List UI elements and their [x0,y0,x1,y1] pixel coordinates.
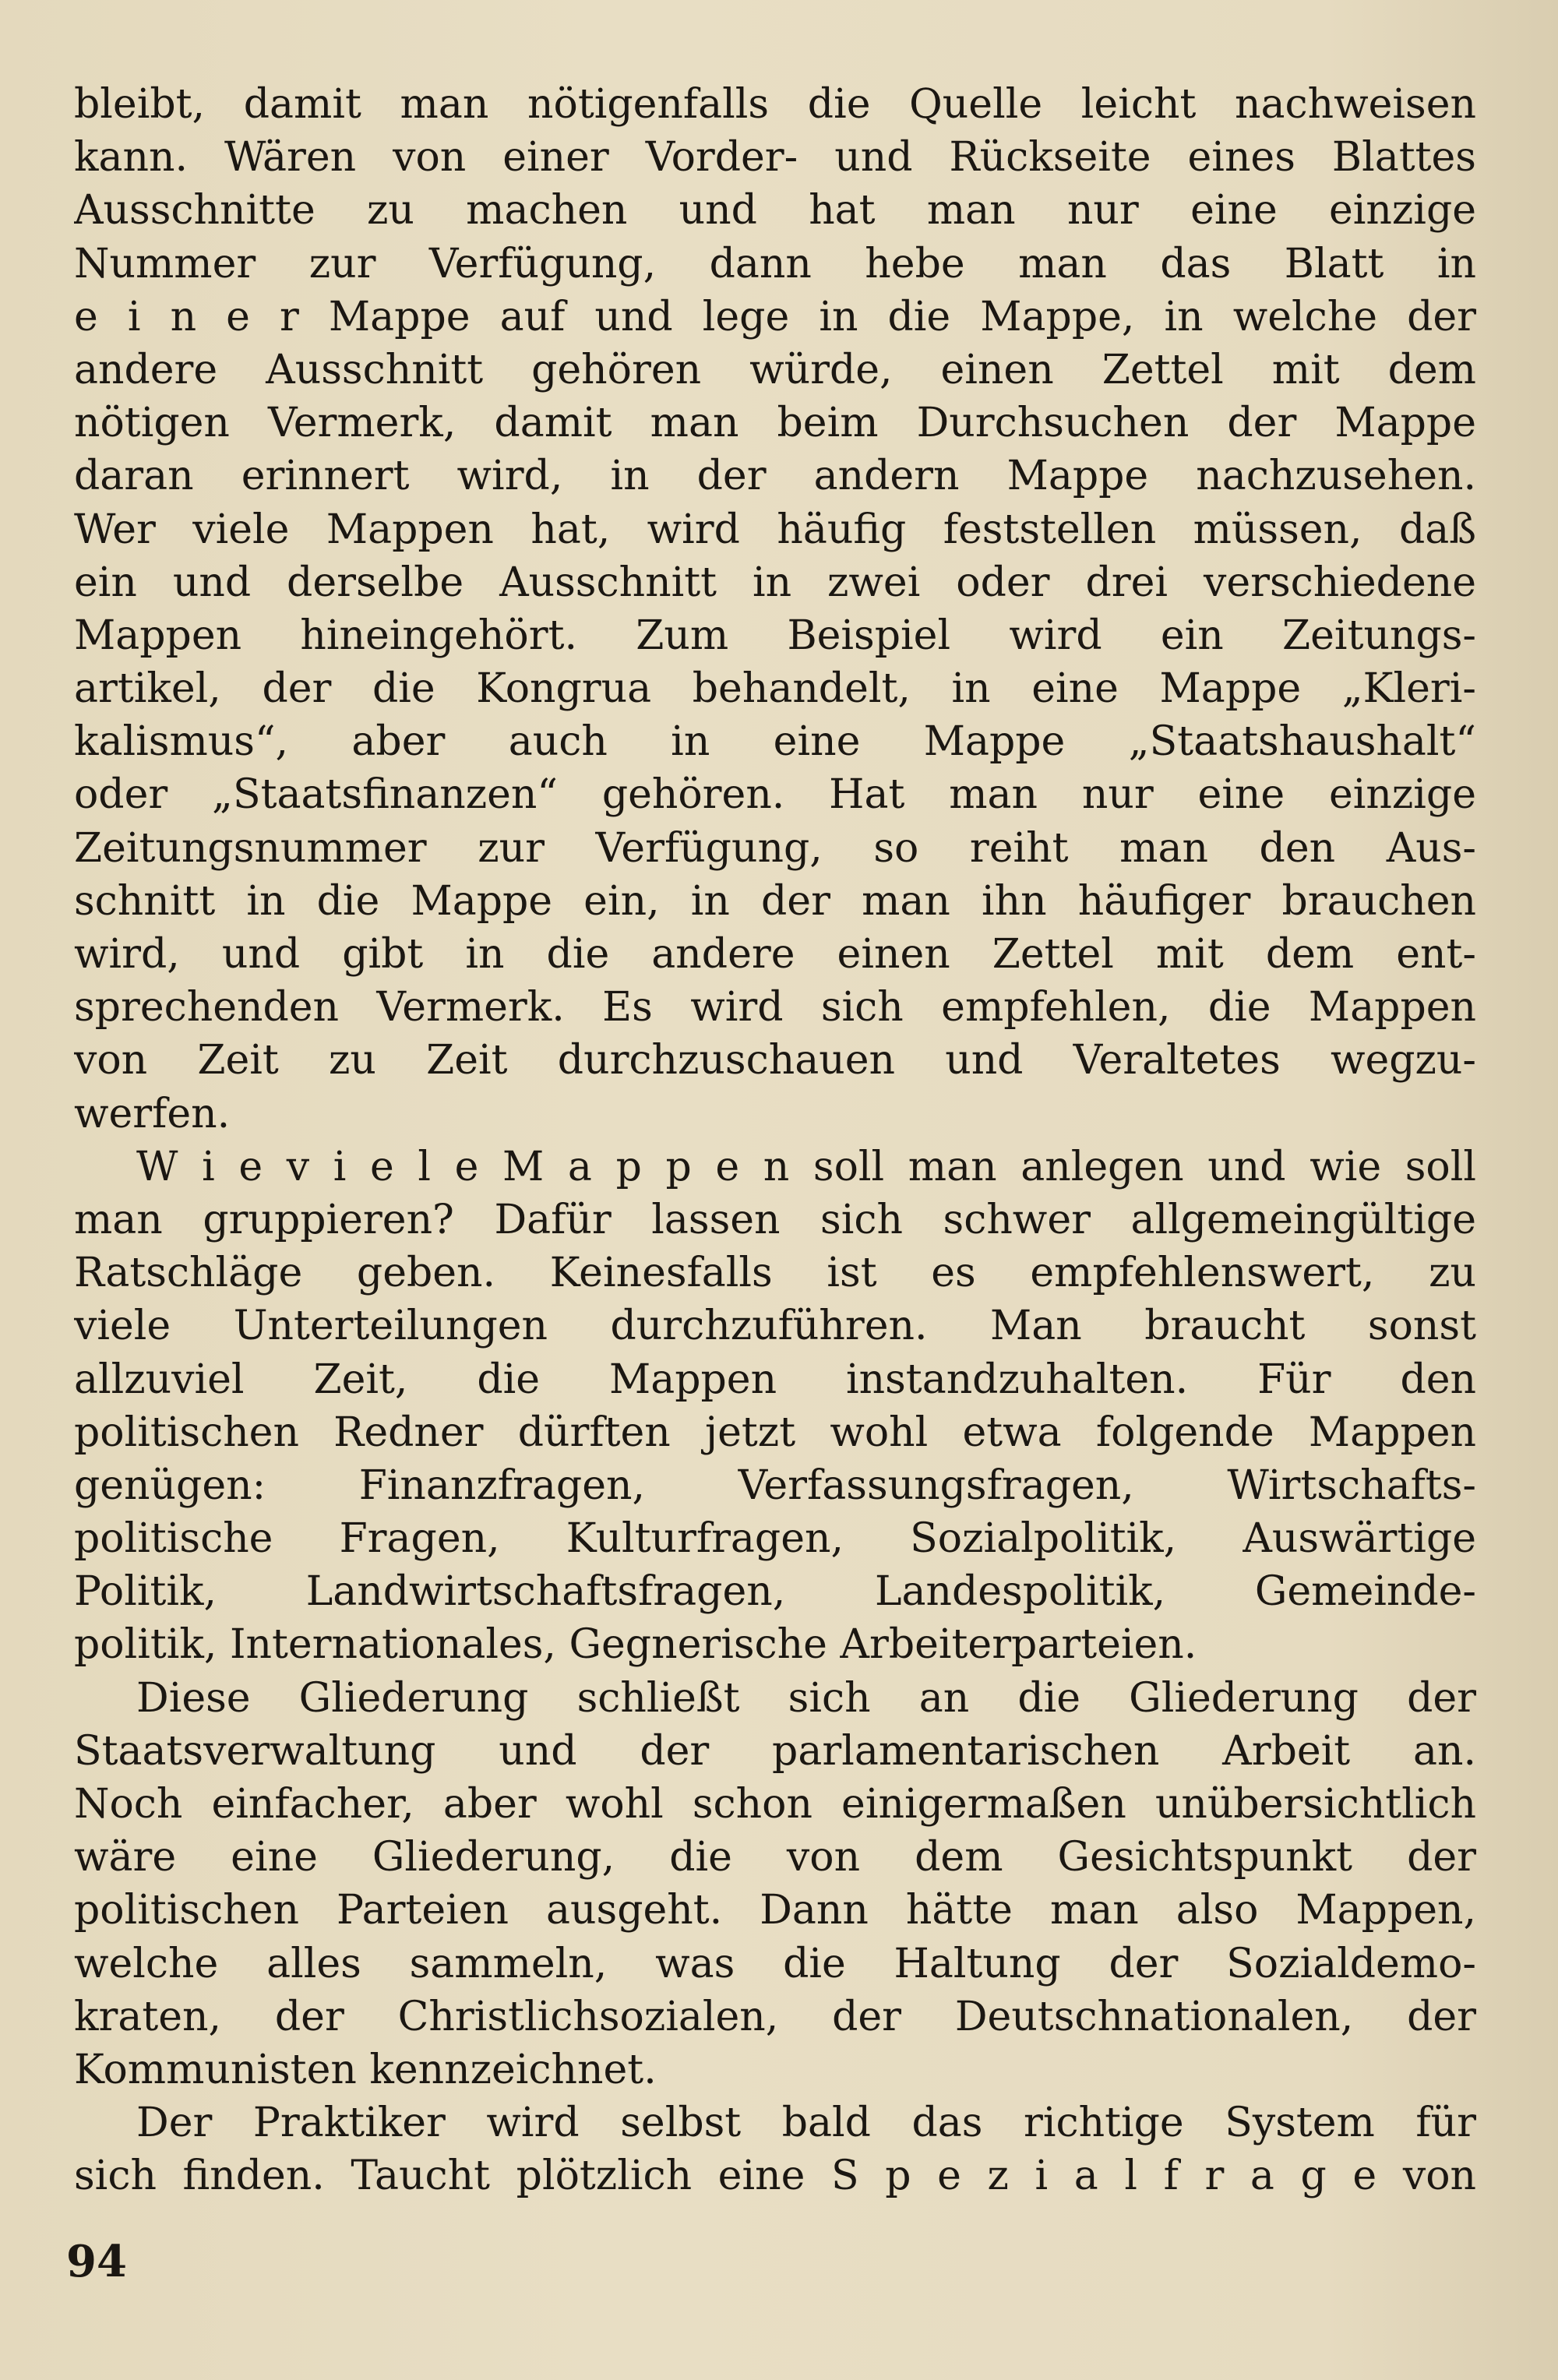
text-line: Kommunisten kennzeichnet. [74,2046,657,2093]
text-line: wäre eine Gliederung, die von dem Gesichtspunkt der [74,1834,1476,1881]
body-text [74,78,1476,2203]
text-line: politischen Redner dürften jetzt wohl etwa folgende Mappen [74,1409,1476,1456]
text-line: Der Praktiker wird selbst bald das richtige System für [136,2100,1476,2147]
text-line: allzuviel Zeit, die Mappen instandzuhalten. Für den [74,1356,1476,1403]
text-line: welche alles sammeln, was die Haltung der Sozialdemo- [74,1940,1476,1987]
text-line: von Zeit zu Zeit durchzuschauen und Veraltetes wegzu- [74,1037,1476,1084]
text-line: Zeitungsnummer zur Verfügung, so reiht man den Aus- [74,824,1476,872]
text-line: sich finden. Taucht plötzlich eine S p e z i a l f r a g e von [74,2153,1476,2200]
text-line: Noch einfacher, aber wohl schon einigermaßen unübersichtlich [74,1781,1476,1828]
text-line: Diese Gliederung schließt sich an die Gliederung der [136,1674,1476,1722]
text-line: Wer viele Mappen hat, wird häufig feststellen müssen, daß [74,506,1476,553]
text-line: viele Unterteilungen durchzuführen. Man braucht sonst [74,1303,1476,1350]
text-line: oder „Staatsfinanzen“ gehören. Hat man nur eine einzige [74,771,1476,819]
text-line: Mappen hineingehört. Zum Beispiel wird ein Zeitungs- [74,612,1476,659]
text-line: sprechenden Vermerk. Es wird sich empfehlen, die Mappen [74,984,1476,1031]
text-line: daran erinnert wird, in der andern Mappe nachzusehen. [74,453,1476,500]
text-line: werfen. [74,1090,231,1137]
text-line: Politik, Landwirtschaftsfragen, Landespolitik, Gemeinde- [74,1568,1476,1616]
text-line: Staatsverwaltung und der parlamentarischen Arbeit an. [74,1727,1476,1775]
text-line: kann. Wären von einer Vorder- und Rückseite eines Blattes [74,134,1476,182]
text-line: genügen: Finanzfragen, Verfassungsfragen, Wirtschafts- [74,1461,1476,1509]
text-line: kraten, der Christlichsozialen, der Deutschnationalen, der [74,1993,1476,2040]
text-line: ein und derselbe Ausschnitt in zwei oder drei verschiedene [74,559,1476,606]
text-line: kalismus“, aber auch in eine Mappe „Staatshaushalt“ [74,718,1476,766]
text-line: e i n e r Mappe auf und lege in die Mappe, in welche der [74,293,1476,340]
text-line: artikel, der die Kongrua behandelt, in eine Mappe „Kleri- [74,665,1476,713]
text-line: politischen Parteien ausgeht. Dann hätte man also Mappen, [74,1887,1476,1934]
text-line: Ausschnitte zu machen und hat man nur eine einzige [74,187,1476,234]
text-line: schnitt in die Mappe ein, in der man ihn häufiger brauchen [74,877,1476,925]
text-line: nötigen Vermerk, damit man beim Durchsuchen der Mappe [74,400,1476,447]
text-line: Ratschläge geben. Keinesfalls ist es empfehlenswert, zu [74,1250,1476,1297]
text-line: Nummer zur Verfügung, dann hebe man das Blatt in [74,240,1476,287]
text-line: man gruppieren? Dafür lassen sich schwer allgemeingültige [74,1196,1476,1243]
text-line: bleibt, damit man nötigenfalls die Quelle leicht nachweisen [74,81,1476,128]
text-line: politische Fragen, Kulturfragen, Sozialpolitik, Auswärtige [74,1515,1476,1563]
text-line: andere Ausschnitt gehören würde, einen Zettel mit dem [74,346,1476,393]
text-line: politik, Internationales, Gegnerische Arbeiterparteien. [74,1621,1197,1669]
page-number: 94 [66,2236,127,2287]
text-line: W i e v i e l e M a p p e n soll man anlegen und wie soll [136,1143,1476,1190]
text-line: wird, und gibt in die andere einen Zettel mit dem ent- [74,931,1476,978]
